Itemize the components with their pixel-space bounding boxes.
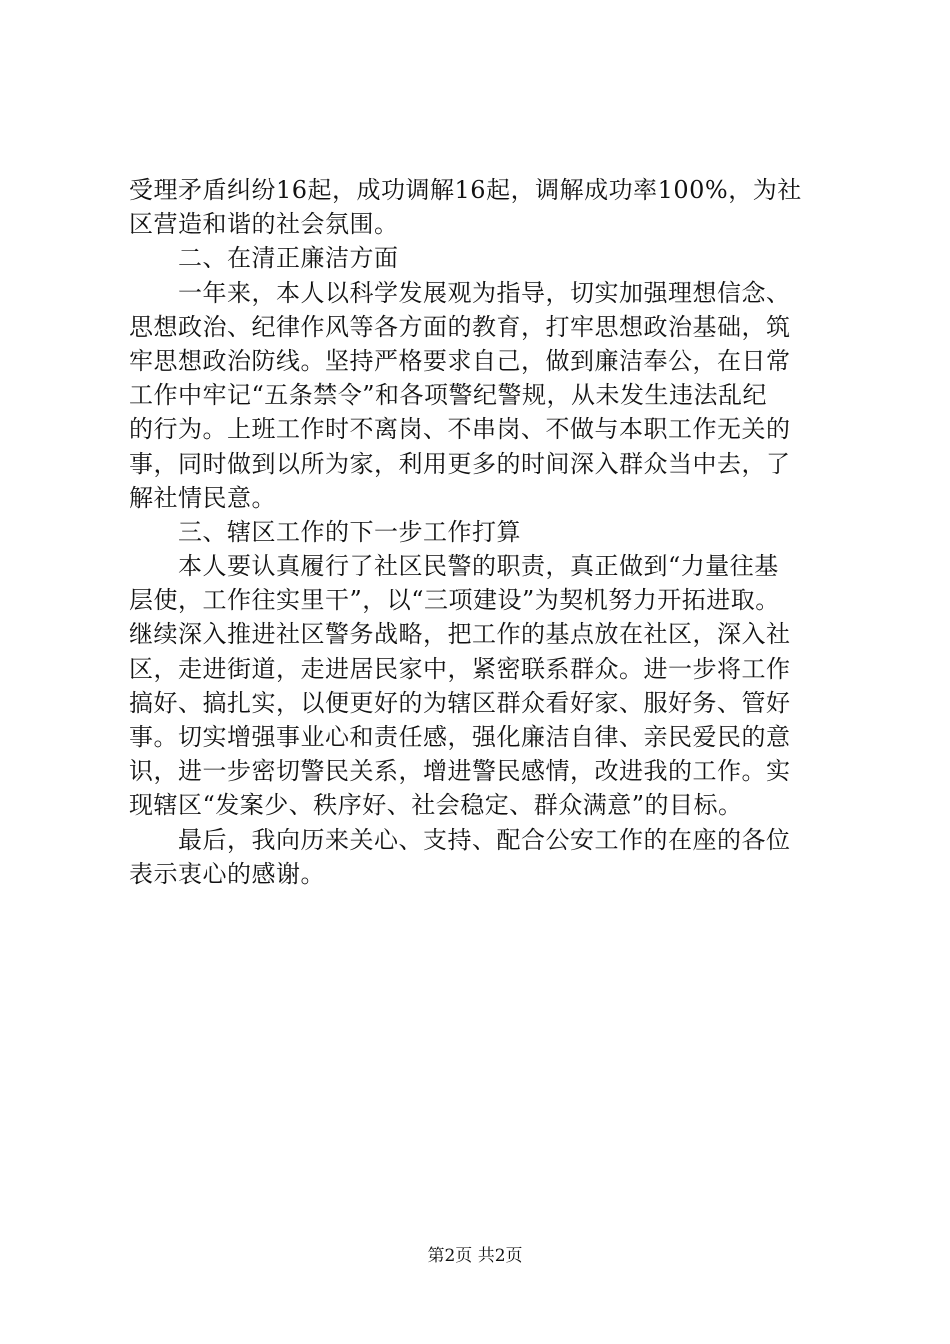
text-line: 一年来，本人以科学发展观为指导，切实加强理想信念、 [178, 278, 791, 307]
text-line: 最后，我向历来关心、支持、配合公安工作的在座的各位 [178, 825, 791, 854]
text-line: 事，同时做到以所为家，利用更多的时间深入群众当中去，了 [129, 449, 791, 478]
text-line: 继续深入推进社区警务战略，把工作的基点放在社区，深入社 [129, 620, 791, 649]
text-line: 解社情民意。 [129, 483, 276, 512]
text-line: 表示衷心的感谢。 [129, 859, 325, 888]
section-heading: 三、辖区工作的下一步工作打算 [178, 517, 521, 546]
text-line: 识，进一步密切警民关系，增进警民感情，改进我的工作。实 [129, 757, 791, 786]
text-line: 工作中牢记“五条禁令”和各项警纪警规，从未发生违法乱纪 [129, 381, 768, 410]
text-line: 区营造和谐的社会氛围。 [129, 210, 399, 239]
text-line: 事。切实增强事业心和责任感，强化廉洁自律、亲民爱民的意 [129, 723, 791, 751]
text-line: 层使，工作往实里干”，以“三项建设”为契机努力开拓进取。 [129, 586, 780, 615]
text-line: 搞好、搞扎实，以便更好的为辖区群众看好家、服好务、管好 [129, 688, 791, 717]
text-line: 的行为。上班工作时不离岗、不串岗、不做与本职工作无关的 [129, 415, 791, 444]
text-line: 受理矛盾纠纷16起，成功调解16起，调解成功率100%，为社 [129, 176, 802, 204]
text-line: 牢思想政治防线。坚持严格要求自己，做到廉洁奉公，在日常 [129, 346, 791, 375]
page-footer: 第2页 共2页 [427, 1246, 523, 1266]
text-line: 本人要认真履行了社区民警的职责，真正做到“力量往基 [178, 552, 779, 581]
document-body [129, 173, 834, 891]
text-line: 区，走进街道，走进居民家中，紧密联系群众。进一步将工作 [129, 654, 791, 683]
text-line: 思想政治、纪律作风等各方面的教育，打牢思想政治基础，筑 [129, 312, 791, 341]
text-line: 现辖区“发案少、秩序好、社会稳定、群众满意”的目标。 [129, 791, 743, 820]
section-heading: 二、在清正廉洁方面 [178, 244, 399, 273]
